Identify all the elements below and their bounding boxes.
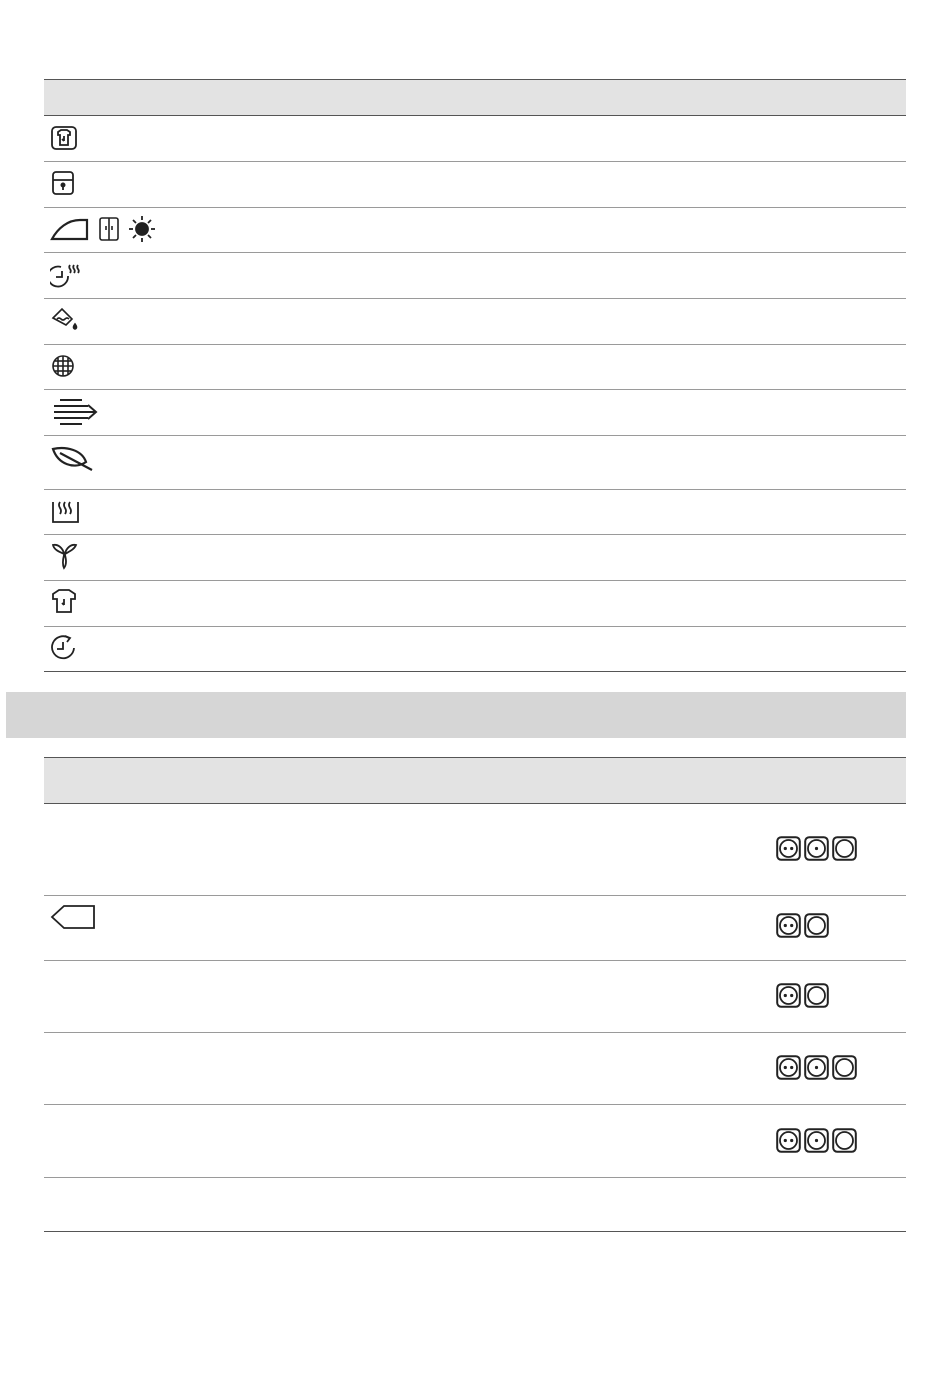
no-heat-icon — [832, 1055, 857, 1080]
medium-temp-icon — [804, 1128, 829, 1153]
time-steam-icon — [50, 262, 82, 290]
sun-icon — [128, 215, 156, 248]
row-rule — [44, 626, 906, 627]
medium-temp-icon — [804, 836, 829, 861]
icon-table-header — [44, 80, 906, 115]
table-bottom-rule — [44, 671, 906, 672]
no-heat-icon — [832, 836, 857, 861]
fan-blade-icon — [50, 542, 80, 570]
cupboard-icon — [98, 216, 120, 247]
high-temp-icon — [776, 1055, 801, 1080]
drum-ball-icon — [50, 353, 76, 379]
label-tag-icon — [50, 904, 96, 930]
temp-symbols — [776, 913, 829, 938]
water-softener-icon — [50, 306, 82, 334]
header-bottom-rule — [44, 803, 906, 804]
row-rule — [44, 298, 906, 299]
icon-table — [0, 0, 950, 680]
delay-timer-icon — [50, 634, 78, 662]
row-rule — [44, 960, 906, 961]
heat-waves-icon — [50, 498, 82, 526]
row-rule — [44, 1177, 906, 1178]
row-rule — [44, 895, 906, 896]
airflow-arrow-icon — [50, 397, 102, 425]
door-lock-icon — [50, 170, 76, 196]
temp-symbols — [776, 1055, 857, 1080]
temp-symbols — [776, 836, 857, 861]
row-rule — [44, 1032, 906, 1033]
row-rule — [44, 1104, 906, 1105]
high-temp-icon — [776, 983, 801, 1008]
shirt-icon — [50, 588, 78, 614]
shirt-cycle-icon — [50, 125, 78, 151]
row-rule — [44, 489, 906, 490]
header-bottom-rule — [44, 115, 906, 116]
row-rule — [44, 252, 906, 253]
row-rule — [44, 534, 906, 535]
no-heat-icon — [832, 1128, 857, 1153]
high-temp-icon — [776, 1128, 801, 1153]
section-band — [6, 692, 906, 738]
high-temp-icon — [776, 913, 801, 938]
row-rule — [44, 435, 906, 436]
no-heat-icon — [804, 913, 829, 938]
row-rule — [44, 580, 906, 581]
row-rule — [44, 344, 906, 345]
eco-leaf-icon — [50, 444, 96, 472]
row-rule — [44, 161, 906, 162]
row-rule — [44, 389, 906, 390]
program-table-header — [44, 758, 906, 803]
medium-temp-icon — [804, 1055, 829, 1080]
row-rule — [44, 207, 906, 208]
high-temp-icon — [776, 836, 801, 861]
temp-symbols — [776, 1128, 857, 1153]
program-table — [0, 750, 950, 1250]
no-heat-icon — [804, 983, 829, 1008]
table-bottom-rule — [44, 1231, 906, 1232]
temp-symbols — [776, 983, 829, 1008]
iron-icon — [50, 216, 90, 242]
